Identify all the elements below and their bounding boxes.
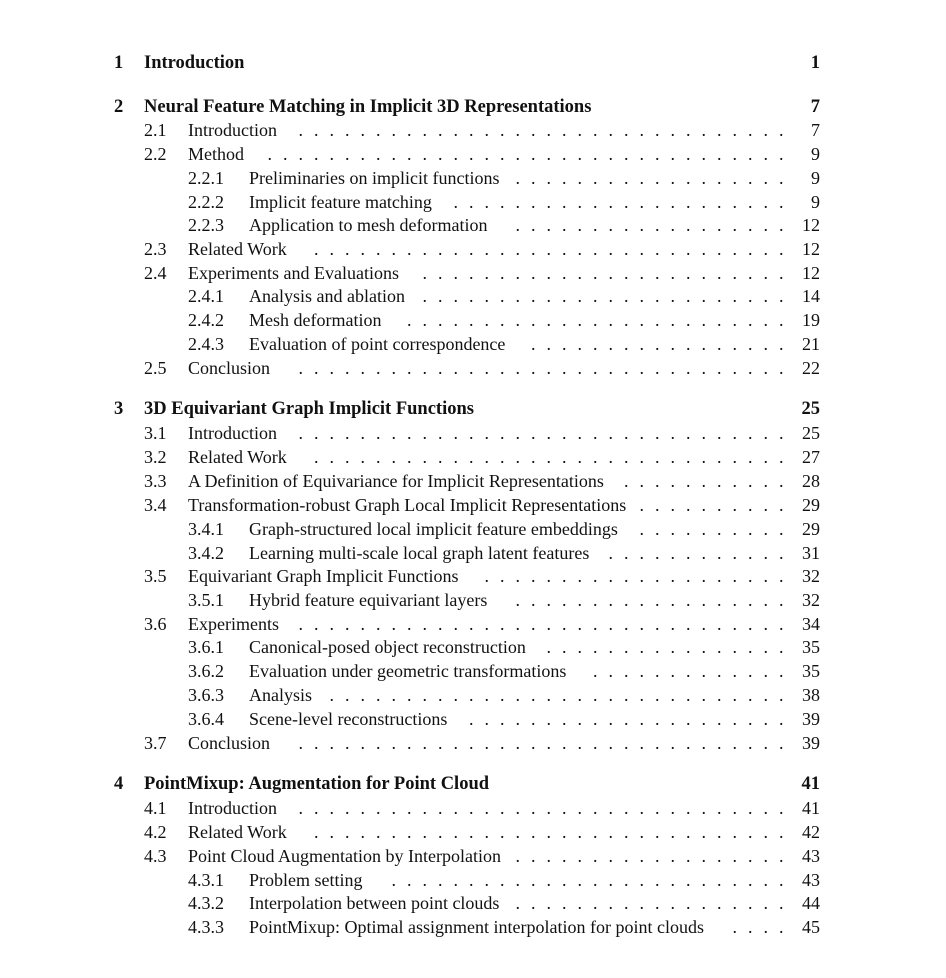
- toc-entry-page: 12: [802, 263, 820, 283]
- dot-leader: . . . . . . . . . . . . . . . . . . . . . . . . . . . . . .: [329, 685, 784, 705]
- toc-section[interactable]: [0, 261, 946, 285]
- toc-entry-page: 21: [802, 334, 820, 354]
- toc-entry-title: Related Work: [188, 447, 287, 467]
- toc-entry-number: 3.5: [144, 566, 167, 586]
- toc-chapter[interactable]: [0, 397, 946, 421]
- dot-leader: . . . . . . . . . . . .: [608, 543, 784, 563]
- toc-entry-title: Experiments: [188, 614, 279, 634]
- toc-subsection[interactable]: [0, 284, 946, 308]
- dot-leader: . . . . . . . . . . . . . . . . . . . . . . . .: [422, 263, 784, 283]
- toc-entry-title: Point Cloud Augmentation by Interpolation: [188, 846, 501, 866]
- toc-entry-number: 3.6: [144, 614, 167, 634]
- toc-entry-page: 22: [802, 358, 820, 378]
- dot-leader: . . . . . . . . . . . . . . . . . .: [515, 893, 784, 913]
- dot-leader: . . . . . . . . . . . . . . . . . .: [515, 846, 784, 866]
- dot-leader: . . . . . . . . . . . . . . . . . . . . .: [469, 709, 784, 729]
- toc-subsection[interactable]: [0, 517, 946, 541]
- toc-subsection[interactable]: [0, 308, 946, 332]
- toc-section[interactable]: [0, 731, 946, 755]
- toc-entry-title: Canonical-posed object reconstruction: [249, 637, 526, 657]
- toc-entry-title: Scene-level reconstructions: [249, 709, 448, 729]
- toc-subsection[interactable]: [0, 915, 946, 939]
- toc-entry-page: 29: [802, 519, 820, 539]
- toc-entry-number: 2.2: [144, 144, 167, 164]
- dot-leader: . . . . . . . . . . . . . . . . . . . . . . . . . . . . . . .: [314, 447, 784, 467]
- toc-entry-page: 35: [802, 637, 820, 657]
- toc-entry-number: 2.4.1: [188, 286, 224, 306]
- dot-leader: . . . . . . . . . . . . . . . .: [546, 637, 784, 657]
- toc-entry-title: Mesh deformation: [249, 310, 382, 330]
- toc-entry-number: 4.1: [144, 798, 167, 818]
- toc-entry-page: 27: [802, 447, 820, 467]
- toc-entry-page: 12: [802, 239, 820, 259]
- toc-entry-number: 2: [114, 97, 124, 117]
- toc-entry-number: 2.2.1: [188, 168, 224, 188]
- toc-chapter[interactable]: [0, 95, 946, 119]
- toc-subsection[interactable]: [0, 635, 946, 659]
- dot-leader: . . . . . . . . . .: [639, 495, 784, 515]
- dot-leader: . . . . . . . . . . . . . . . . . . . . . . . . . . . . . . . .: [298, 358, 784, 378]
- toc-subsection[interactable]: [0, 683, 946, 707]
- toc-entry-page: 14: [802, 286, 820, 306]
- toc-entry-title: Conclusion: [188, 358, 271, 378]
- toc-entry-title: Analysis: [249, 685, 312, 705]
- toc-section[interactable]: [0, 820, 946, 844]
- toc-entry-page: 12: [802, 215, 820, 235]
- dot-leader: . . . . . . . . . . . . . . . . . . . . . . . . . . . . . . . .: [298, 733, 784, 753]
- dot-leader: . . . . . . . . . . . . . . . . . . . . . . . . . . . . . . . . . .: [267, 144, 784, 164]
- toc-entry-page: 7: [811, 120, 820, 140]
- toc-entry-page: 7: [810, 97, 820, 117]
- dot-leader: . . . . . . . . . . .: [624, 471, 784, 491]
- toc-entry-number: 3.6.1: [188, 637, 224, 657]
- toc-subsection[interactable]: [0, 213, 946, 237]
- dot-leader: . . . . . . . . . . . . . . . . . . . . . . . . . . . . . . .: [314, 239, 784, 259]
- toc-entry-number: 3.6.4: [188, 709, 224, 729]
- toc-entry-number: 2.3: [144, 239, 167, 259]
- dot-leader: . . . . . . . . . . . . . . . . . . . . . . . . . .: [391, 870, 784, 890]
- toc-entry-title: Evaluation of point correspondence: [249, 334, 506, 354]
- toc-subsection[interactable]: [0, 891, 946, 915]
- toc-entry-page: 35: [802, 661, 820, 681]
- toc-entry-page: 34: [802, 614, 820, 634]
- toc-entry-page: 42: [802, 822, 820, 842]
- toc-subsection[interactable]: [0, 166, 946, 190]
- dot-leader: . . . . . . . . . . . . . . . . . .: [515, 168, 784, 188]
- toc-subsection[interactable]: [0, 588, 946, 612]
- toc-entry-page: 38: [802, 685, 820, 705]
- toc-entry-number: 2.1: [144, 120, 167, 140]
- toc-entry-number: 3.6.2: [188, 661, 224, 681]
- toc-entry-title: PointMixup: Augmentation for Point Cloud: [144, 774, 490, 794]
- toc-chapter[interactable]: [0, 772, 946, 796]
- toc-entry-title: Analysis and ablation: [249, 286, 405, 306]
- toc-entry-number: 3: [114, 399, 124, 419]
- toc-section[interactable]: [0, 612, 946, 636]
- toc-entry-number: 2.2.3: [188, 215, 224, 235]
- dot-leader: . . . . . . . . . . . . .: [593, 661, 784, 681]
- toc-entry-title: Problem setting: [249, 870, 363, 890]
- toc-entry-title: Application to mesh deformation: [249, 215, 488, 235]
- toc-entry-number: 3.4.2: [188, 543, 224, 563]
- toc-entry-title: Neural Feature Matching in Implicit 3D Representations: [144, 97, 592, 117]
- toc-entry-title: Interpolation between point clouds: [249, 893, 500, 913]
- toc-entry-number: 2.2.2: [188, 192, 224, 212]
- toc-entry-number: 3.4.1: [188, 519, 224, 539]
- dot-leader: . . . . . . . . . . . . . . . . . . . . . .: [453, 192, 784, 212]
- toc-entry-page: 25: [802, 423, 820, 443]
- dot-leader: . . . . . . . . . . . . . . . . . . . . . . . . . . . . . . . .: [298, 423, 784, 443]
- toc-entry-number: 4.2: [144, 822, 167, 842]
- toc-entry-page: 29: [802, 495, 820, 515]
- toc-entry-title: Experiments and Evaluations: [188, 263, 399, 283]
- toc-subsection[interactable]: [0, 868, 946, 892]
- toc-entry-page: 25: [801, 399, 820, 419]
- dot-leader: . . . . . . . . . . . . . . . . . . . . . . . . . . . . . . .: [314, 822, 784, 842]
- toc-entry-page: 9: [811, 144, 820, 164]
- toc-entry-title: PointMixup: Optimal assignment interpolation for point clouds: [249, 917, 704, 937]
- dot-leader: . . . . . . . . . . . . . . . . . . . .: [484, 566, 784, 586]
- toc-entry-page: 9: [811, 168, 820, 188]
- toc-entry-number: 3.6.3: [188, 685, 224, 705]
- toc-subsection[interactable]: [0, 659, 946, 683]
- toc-entry-title: Method: [188, 144, 244, 164]
- toc-section[interactable]: [0, 142, 946, 166]
- toc-entry-page: 39: [802, 709, 820, 729]
- toc-section[interactable]: [0, 796, 946, 820]
- toc-entry-title: Evaluation under geometric transformations: [249, 661, 567, 681]
- dot-leader: . . . . . . . . . . . . . . . . . . . . . . . . . . . . . . . .: [298, 120, 784, 140]
- toc-entry-number: 3.7: [144, 733, 167, 753]
- toc-section[interactable]: [0, 356, 946, 380]
- toc-entry-number: 3.1: [144, 423, 167, 443]
- toc-entry-number: 4.3.1: [188, 870, 224, 890]
- dot-leader: . . . . . . . . . . . . . . . . . .: [515, 590, 784, 610]
- toc-entry-title: Related Work: [188, 822, 287, 842]
- toc-entry-title: Introduction: [188, 798, 277, 818]
- dot-leader: . . . . . . . . . .: [639, 519, 784, 539]
- toc-entry-page: 9: [811, 192, 820, 212]
- toc-entry-number: 3.3: [144, 471, 167, 491]
- toc-entry-number: 4.3: [144, 846, 167, 866]
- toc-entry-number: 2.5: [144, 358, 167, 378]
- dot-leader: . . . . . . . . . . . . . . . . .: [531, 334, 784, 354]
- toc-subsection[interactable]: [0, 332, 946, 356]
- toc-chapter[interactable]: [0, 51, 946, 75]
- toc-entry-number: 3.5.1: [188, 590, 224, 610]
- toc-entry-page: 32: [802, 566, 820, 586]
- toc-entry-number: 1: [114, 53, 124, 73]
- toc-subsection[interactable]: [0, 190, 946, 214]
- toc-subsection[interactable]: [0, 707, 946, 731]
- toc-entry-page: 19: [802, 310, 820, 330]
- toc-entry-number: 4.3.2: [188, 893, 224, 913]
- toc-entry-page: 41: [802, 798, 820, 818]
- toc-entry-title: Equivariant Graph Implicit Functions: [188, 566, 459, 586]
- dot-leader: . . . . . . . . . . . . . . . . . . . . . . . . . . . . . . . .: [298, 798, 784, 818]
- toc-section[interactable]: [0, 844, 946, 868]
- dot-leader: . . . . . . . . . . . . . . . . . . . . . . . . . . . . . . . .: [298, 614, 784, 634]
- toc-section[interactable]: [0, 493, 946, 517]
- toc-entry-title: Related Work: [188, 239, 287, 259]
- toc-entry-number: 4.3.3: [188, 917, 224, 937]
- toc-entry-title: Learning multi-scale local graph latent features: [249, 543, 590, 563]
- toc-entry-page: 41: [801, 774, 820, 794]
- toc-entry-title: Conclusion: [188, 733, 271, 753]
- toc-entry-number: 4: [114, 774, 124, 794]
- toc-entry-number: 3.4: [144, 495, 167, 515]
- toc-entry-page: 28: [802, 471, 820, 491]
- toc-entry-page: 1: [810, 53, 820, 73]
- toc-entry-page: 45: [802, 917, 820, 937]
- toc-entry-title: Introduction: [144, 53, 245, 73]
- toc-entry-page: 43: [802, 870, 820, 890]
- toc-entry-title: Preliminaries on implicit functions: [249, 168, 500, 188]
- dot-leader: . . . .: [732, 917, 784, 937]
- toc-entry-title: Introduction: [188, 423, 277, 443]
- dot-leader: . . . . . . . . . . . . . . . . . .: [515, 215, 784, 235]
- toc-entry-page: 43: [802, 846, 820, 866]
- toc-subsection[interactable]: [0, 541, 946, 565]
- toc-entry-page: 32: [802, 590, 820, 610]
- toc-section[interactable]: [0, 469, 946, 493]
- toc-entry-number: 2.4: [144, 263, 167, 283]
- toc-entry-title: Introduction: [188, 120, 277, 140]
- toc-section[interactable]: [0, 118, 946, 142]
- toc-section[interactable]: [0, 445, 946, 469]
- dot-leader: . . . . . . . . . . . . . . . . . . . . . . . . .: [407, 310, 784, 330]
- toc-entry-title: 3D Equivariant Graph Implicit Functions: [144, 399, 474, 419]
- toc-entry-title: Transformation-robust Graph Local Implicit Representations: [188, 495, 627, 515]
- toc-entry-page: 31: [802, 543, 820, 563]
- toc-entry-number: 3.2: [144, 447, 167, 467]
- toc-section[interactable]: [0, 564, 946, 588]
- dot-leader: . . . . . . . . . . . . . . . . . . . . . . . .: [422, 286, 784, 306]
- toc-entry-page: 44: [802, 893, 820, 913]
- toc-entry-title: Graph-structured local implicit feature embeddings: [249, 519, 618, 539]
- toc-entry-page: 39: [802, 733, 820, 753]
- toc-entry-number: 2.4.3: [188, 334, 224, 354]
- toc-entry-title: Implicit feature matching: [249, 192, 432, 212]
- toc-entry-number: 2.4.2: [188, 310, 224, 330]
- toc-section[interactable]: [0, 237, 946, 261]
- toc-entry-title: A Definition of Equivariance for Implicit Representations: [188, 471, 604, 491]
- toc-section[interactable]: [0, 421, 946, 445]
- toc-entry-title: Hybrid feature equivariant layers: [249, 590, 488, 610]
